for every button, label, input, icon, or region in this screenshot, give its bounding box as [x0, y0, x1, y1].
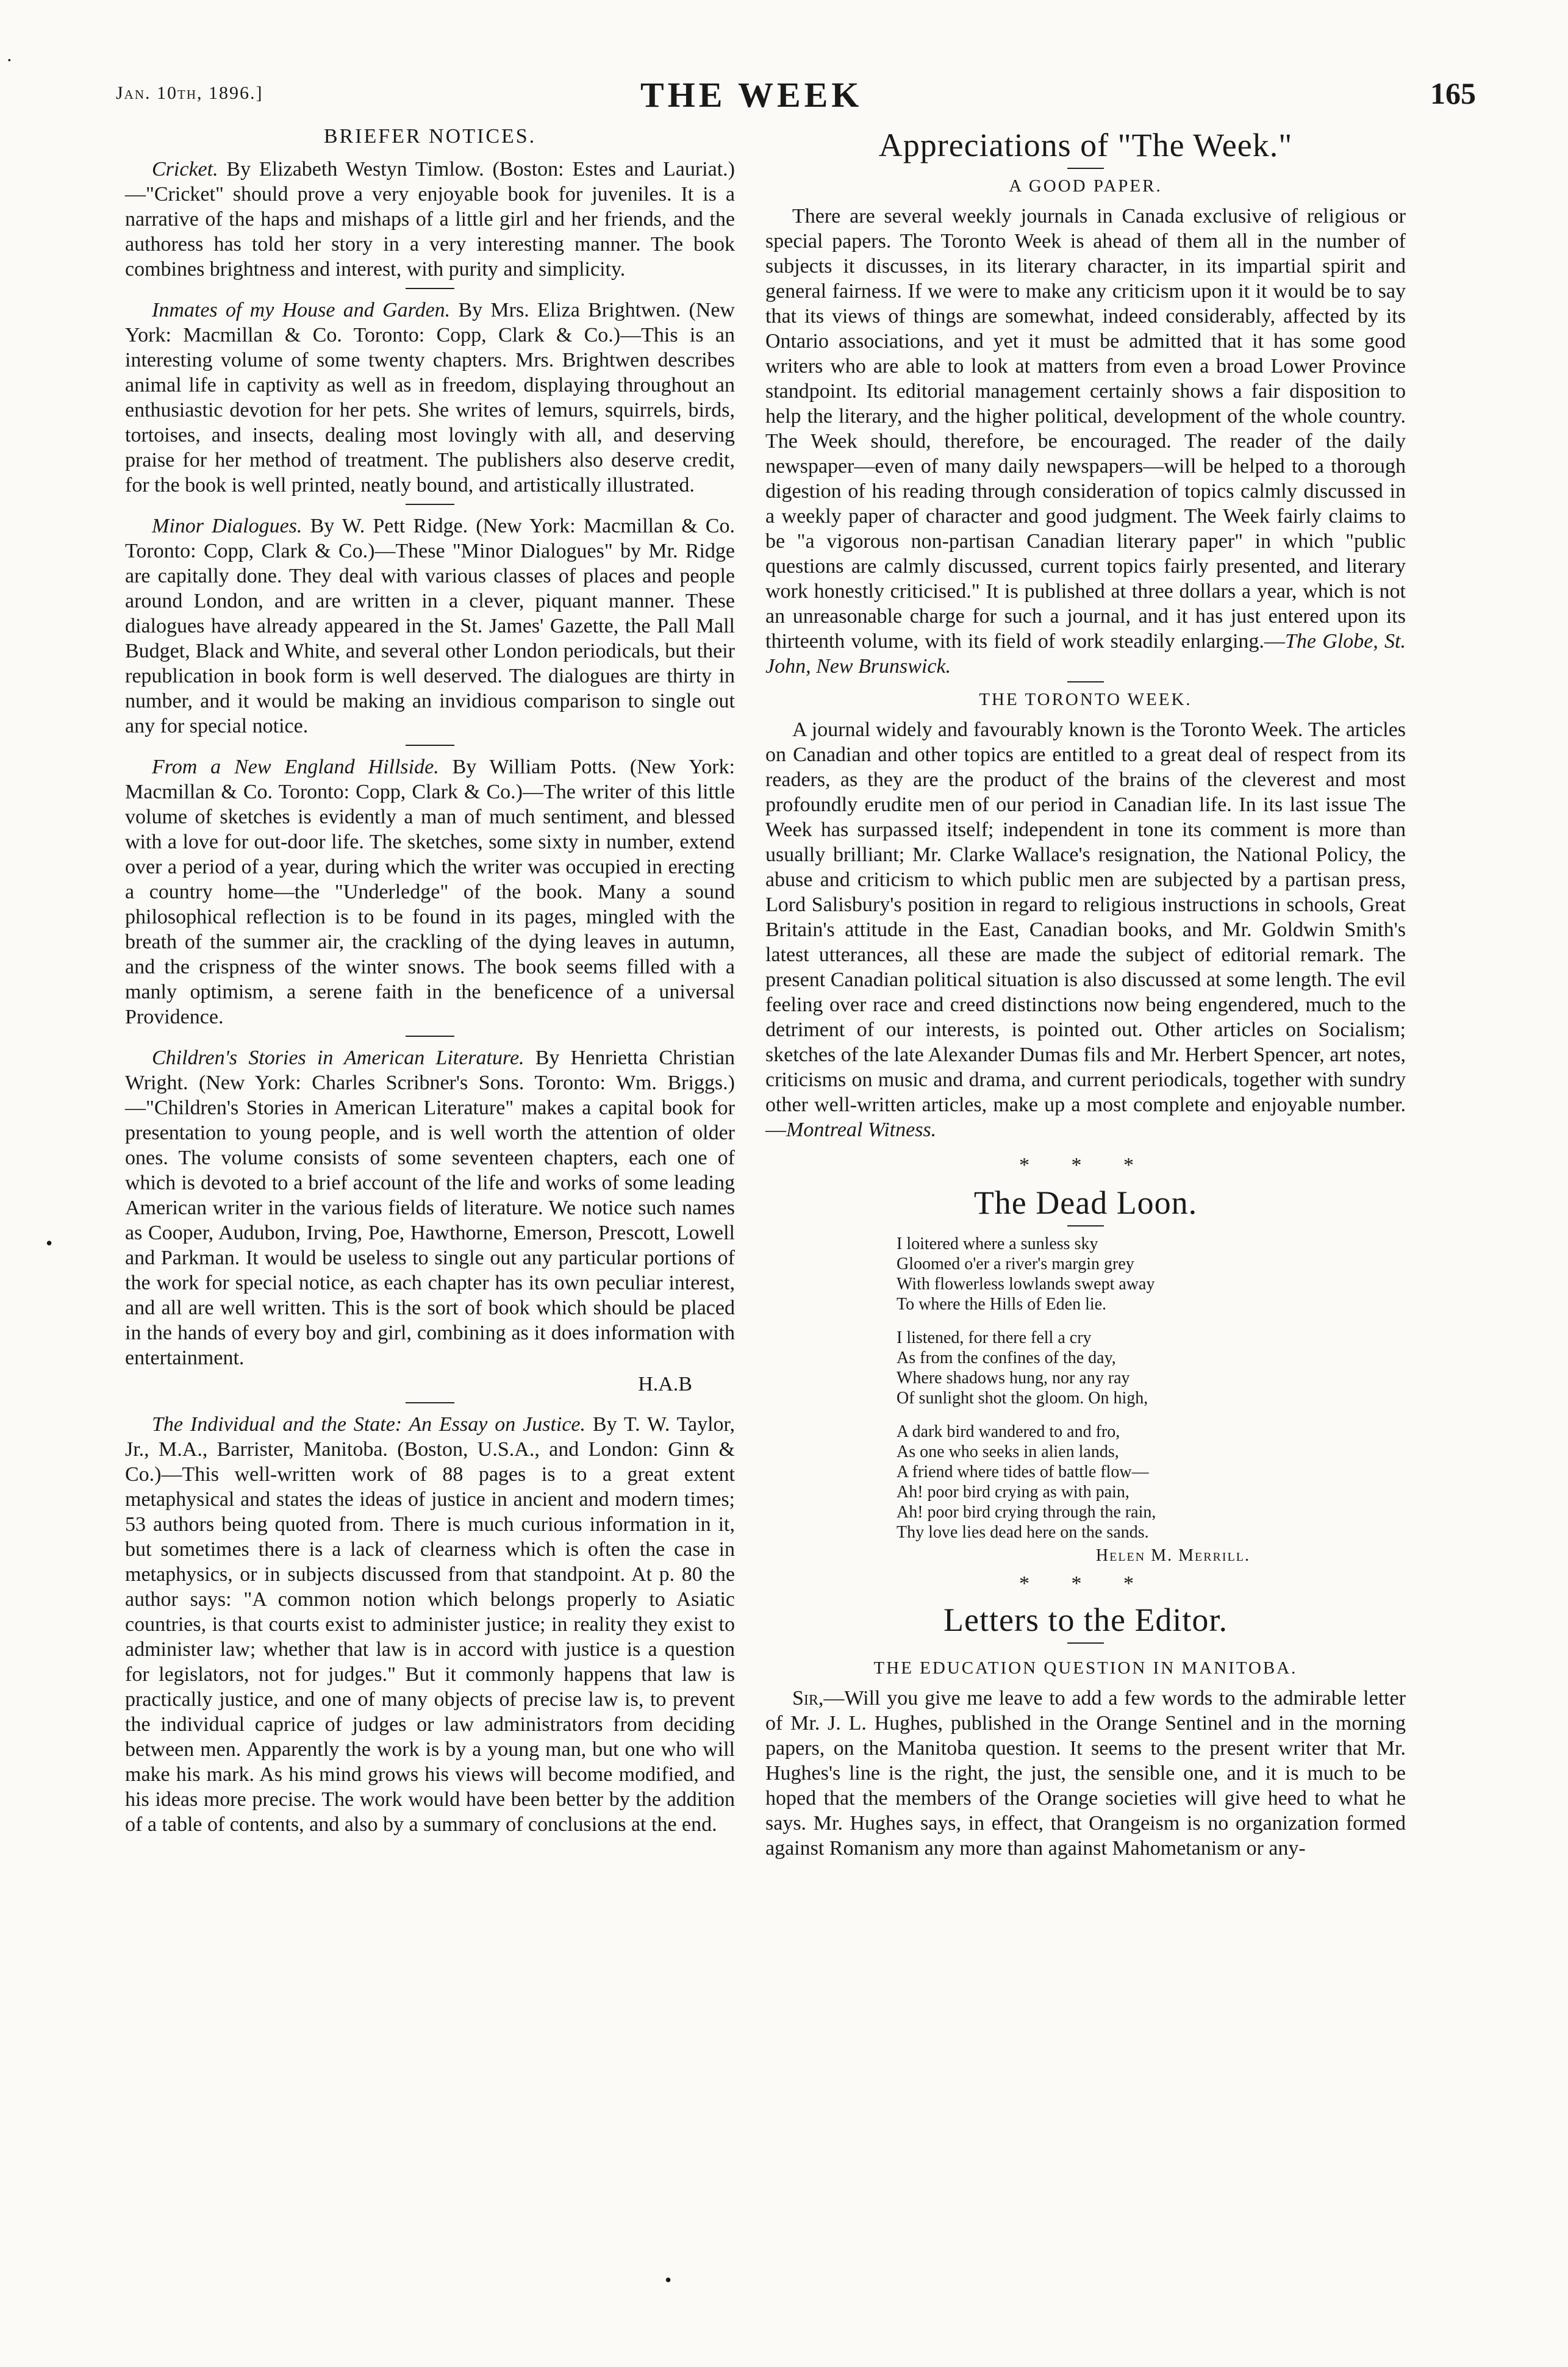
poem-stanza [897, 1422, 1323, 1542]
review-childrens-stories [125, 1045, 735, 1370]
margin-mark: • [46, 1232, 53, 1254]
letter-text [765, 1686, 1406, 1861]
review-text: By W. Pett Ridge. (New York: Macmillan & Co. Toronto: Copp, Clark & Co.)—These "Minor Dialogues" by Mr. Ridge are capitally done. They deal with various classes of places and people around London, and are written in a clever, piquant manner. These dialogues have already appeared in the St. James' Gazette, the Pall Mall Budget, Black and White, and several other London periodicals, but their republication in book form is well deserved. The dialogues are thirty in number, and it would be making an invidious comparison to single out any for special notice. [125, 515, 735, 737]
review-text: By Elizabeth Westyn Timlow. (Boston: Estes and Lauriat.)—"Cricket" should prove a very enjoyable book for juveniles. It is a narrative of the haps and mishaps of a little girl and her friends, and the authoress has told her story in a very interesting manner. The book combines brightness and interest, with purity and simplicity. [125, 158, 735, 281]
poem-line: To where the Hills of Eden lie. [897, 1295, 1107, 1314]
letter-body: —Will you give me leave to add a few words to the admirable letter of Mr. J. L. Hughes, published in the Orange Sentinel and in the morning papers, on the Manitoba question. It seems to the present writer that Mr. Hughes's line is the right, the just, the sensible one, and it is much to be hoped that the members of the Orange societies will give heed to what he says. Mr. Hughes says, in effect, that Orangeism is no organization formed against Romanism any more than against Mahometanism or any- [765, 1687, 1406, 1860]
issue-date: Jan. 10th, 1896.] [116, 83, 263, 103]
review-title: The Individual and the State: An Essay on Justice. [152, 1413, 586, 1436]
review-inmates [125, 298, 735, 498]
review-minor-dialogues [125, 514, 735, 739]
article-body: A journal widely and favourably known is the Toronto Week. The articles on Canadian and other topics are entitled to a great deal of respect from its readers, as they are the product of the brains of the cleverest and most profoundly erudite men of our period in Canadian life. In its last issue The Week has surpassed itself; independent in tone its comment is more than usually brilliant; Mr. Clarke Wallace's resignation, the National Policy, the abuse and criticism to which public men are subjected by a partisan press, Lord Salisbury's position in regard to religious instructions in schools, Great Britain's attitude in the East, Canadian books, and Mr. Goldwin Smith's latest utterances, all these are made the subject of editorial remark. The present Canadian political situation is also discussed at some length. The evil feeling over race and creed distinctions now being engendered, much to the detriment of our interests, is pointed out. Other articles on Socialism; sketches of the late Alexander Dumas fils and Mr. Herbert Spencer, art notes, criticisms on music and drama, and current periodicals, together with sundry other well-written articles, make up a most complete and enjoyable number.— [765, 718, 1406, 1141]
article-source: The Globe, St. John, New Brunswick. [765, 630, 1406, 678]
section-title: BRIEFER NOTICES. [323, 125, 537, 148]
poem-line: With flowerless lowlands swept away [897, 1275, 1155, 1294]
review-individual-and-state [125, 1412, 735, 1837]
review-cricket [125, 157, 735, 282]
page-number: 165 [1430, 76, 1476, 110]
review-title: Children's Stories in American Literature. [152, 1047, 524, 1069]
good-paper-heading: A GOOD PAPER. [1009, 176, 1162, 196]
review-title: Minor Dialogues. [152, 515, 303, 537]
review-signature: H.A.B [638, 1373, 692, 1395]
appreciations-title: Appreciations of "The Week." [878, 127, 1293, 163]
letters-title: Letters to the Editor. [943, 1602, 1228, 1638]
review-title: From a New England Hillside. [152, 756, 439, 778]
divider [1067, 168, 1104, 169]
poem-line: Of sunlight shot the gloom. On high, [897, 1389, 1148, 1408]
poem-line: Ah! poor bird crying as with pain, [897, 1483, 1129, 1502]
poem-line: As from the confines of the day, [897, 1348, 1116, 1367]
divider [406, 1402, 454, 1403]
review-title: Inmates of my House and Garden. [152, 299, 451, 321]
good-paper-text [765, 204, 1406, 679]
poem-line: A friend where tides of battle flow— [897, 1463, 1149, 1481]
poem-stanza [897, 1234, 1323, 1314]
toronto-week-heading: THE TORONTO WEEK. [979, 690, 1192, 709]
review-text: By Henrietta Christian Wright. (New York: Charles Scribner's Sons. Toronto: Wm. Briggs.)—"Children's Stories in American Literature" makes a capital book for presentation to young people, and is well worth the attention of older ones. The volume consists of some seventeen chapters, each one of which is devoted to a brief account of the life and works of some leading American writer in the various fields of literature. We notice such names as Cooper, Audubon, Irving, Poe, Hawthorne, Emerson, Prescott, Lowell and Parkman. It would be useless to single out any particular portions of the work for special notice, as each chapter has its own peculiar interest, and all are well written. This is the sort of book which should be placed in the hands of every boy and girl, combining as it does information with entertainment. [125, 1047, 735, 1369]
poem-line: Gloomed o'er a river's margin grey [897, 1255, 1134, 1273]
poem-line: I loitered where a sunless sky [897, 1234, 1098, 1253]
poem [897, 1234, 1323, 1566]
poem-author: Helen M. Merrill. [1095, 1546, 1250, 1565]
poem-line: A dark bird wandered to and fro, [897, 1422, 1120, 1441]
poem-line: Thy love lies dead here on the sands. [897, 1523, 1149, 1542]
divider [406, 288, 454, 289]
review-new-england-hillside [125, 754, 735, 1030]
poem-line: Ah! poor bird crying through the rain, [897, 1503, 1156, 1522]
poem-title: The Dead Loon. [973, 1184, 1198, 1221]
review-text: By T. W. Taylor, Jr., M.A., Barrister, Manitoba. (Boston, U.S.A., and London: Ginn & Co.)—This well-written work of 88 pages is to a great extent metaphysical and states the ideas of justice in ancient and modern times; 53 authors being quoted from. There is much curious information in it, but sometimes there is a lack of clearness which is often the case in metaphysics, or in subjects discussed from that standpoint. At p. 80 the author says: "A common notion which belongs properly to Asiatic countries, is that courts exist to administer justice; in reality they exist to administer law; whether that law is in accord with justice is a question for legislators, not for judges." But it commonly happens that law is practically justice, and one of many objects of precise law is, to prevent the individual caprice of judges or law administrators from deciding between men. Apparently the work is by a young man, but one who will make his mark. As his mind grows his views will become modified, and his ideas more precise. The work would have been better by the addition of a table of contents, and also by a summary of conclusions at the end. [125, 1413, 735, 1836]
letter-heading: THE EDUCATION QUESTION IN MANITOBA. [873, 1658, 1298, 1678]
divider [406, 504, 454, 505]
poem-line: Where shadows hung, nor any ray [897, 1369, 1130, 1388]
left-column [125, 125, 735, 1837]
divider [406, 1036, 454, 1037]
poem-stanza [897, 1328, 1323, 1408]
divider [1067, 681, 1104, 682]
review-title: Cricket. [152, 158, 218, 181]
article-body: There are several weekly journals in Canada exclusive of religious or special papers. The Toronto Week is ahead of them all in the number of subjects it discusses, in its literary character, in its impartial spirit and general fairness. If we were to make any criticism upon it it would be to say that its views of things are somewhat, indeed considerably, affected by its Ontario associations, and yet it must be admitted that it has some good writers who are able to look at matters from even a broad Lower Province standpoint. Its editorial management certainly shows a fair disposition to help the literary, and the higher political, development of the whole country. The Week should, therefore, be encouraged. The reader of the daily newspaper—even of many daily newspapers—will be helped to a thorough digestion of his reading through consideration of topics calmly discussed in a weekly paper of character and good judgment. The Week fairly claims to be "a vigorous non-partisan Canadian literary paper" in which "public questions are calmly discussed, current topics fairly presented, and literary work honestly criticised." It is published at three dollars a year, which is not an unreasonable charge for such a journal, and it has just entered upon its thirteenth volume, with its field of work steadily enlarging.— [765, 205, 1406, 653]
divider [406, 745, 454, 746]
divider [1067, 1642, 1104, 1644]
divider [1067, 1225, 1104, 1226]
letter-salutation: Sir, [792, 1687, 824, 1710]
poem-line: As one who seeks in alien lands, [897, 1442, 1119, 1461]
section-stars: * * * [1019, 1572, 1152, 1595]
right-column [765, 125, 1406, 1861]
review-text: By William Potts. (New York: Macmillan & Co. Toronto: Copp, Clark & Co.)—The writer of this little volume of sketches is evidently a man of much sentiment, and blessed with a love for out-door life. The sketches, some sixty in number, extend over a period of a year, during which the writer was occupied in erecting a country home—the "Underledge" of the book. Many a sound philosophical reflection is to be found in its pages, mingled with the breath of the summer air, the crackling of the dying leaves in autumn, and the crispness of the winter snows. The book seems filled with a manly optimism, a serene faith in the beneficence of a universal Providence. [125, 756, 735, 1028]
toronto-week-text [765, 717, 1406, 1142]
margin-mark: • [665, 2269, 672, 2291]
page-header [116, 74, 1476, 123]
masthead-title: THE WEEK [640, 75, 863, 115]
margin-mark: · [6, 49, 13, 71]
section-stars: * * * [1019, 1154, 1152, 1176]
article-source: Montreal Witness. [786, 1119, 937, 1141]
poem-line: I listened, for there fell a cry [897, 1328, 1092, 1347]
review-text: By Mrs. Eliza Brightwen. (New York: Macmillan & Co. Toronto: Copp, Clark & Co.)—This is an interesting volume of some twenty chapters. Mrs. Brightwen describes animal life in captivity as well as in freedom, displaying throughout an enthusiastic devotion for her pets. She writes of lemurs, squirrels, birds, tortoises, and insects, dealing most lovingly with all, and deserving praise for her method of treatment. The publishers also deserve credit, for the book is well printed, neatly bound, and artistically illustrated. [125, 299, 735, 496]
